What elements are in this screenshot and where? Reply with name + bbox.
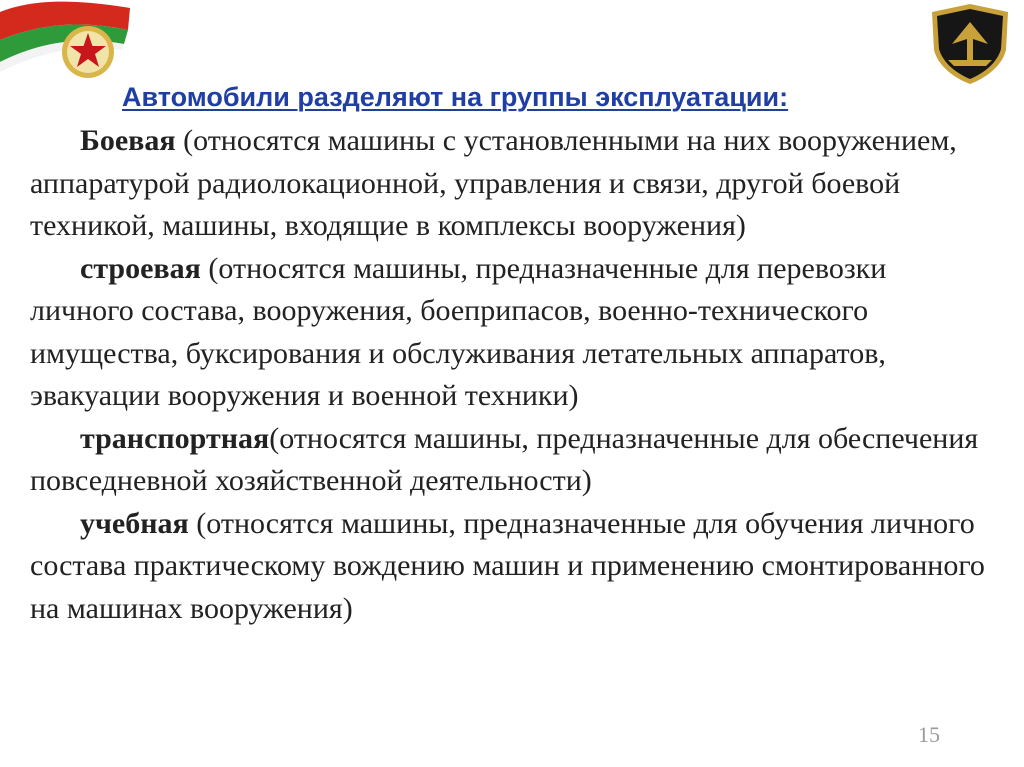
paragraph-training (30, 503, 990, 631)
star-icon (62, 26, 114, 78)
term-transport: транспортная (80, 421, 270, 455)
description-combat: (относятся машины с установленными на них вооружением, аппаратурой радиолокационной, управления и связи, другой боевой техникой, машины, входящие в комплексы вооружения) (30, 124, 957, 242)
description-transport: (относятся машины, предназначенные для обеспечения повседневной хозяйственной деятельности) (30, 421, 979, 497)
description-line: (относятся машины, предназначенные для перевозки личного состава, вооружения, боеприпасов, военно-технического имущества, буксирования и обслуживания летательных аппаратов, эвакуации вооружения и военной техники) (30, 251, 887, 412)
paragraph-combat (30, 120, 990, 248)
term-combat: Боевая (80, 124, 176, 157)
paragraph-transport (30, 418, 990, 503)
term-line: строевая (80, 251, 201, 285)
shield-emblem-icon (928, 2, 1012, 86)
flag-ribbon-decoration (0, 0, 140, 95)
slide-title: Автомобили разделяют на группы эксплуатации: (122, 82, 789, 112)
slide-body (30, 120, 990, 630)
paragraph-line (30, 248, 990, 418)
page-number: 15 (918, 722, 940, 747)
term-training: учебная (80, 506, 189, 540)
description-training: (относятся машины, предназначенные для обучения личного состава практическому вождению машин и применению смонтированного на машинах вооружения) (30, 506, 985, 625)
